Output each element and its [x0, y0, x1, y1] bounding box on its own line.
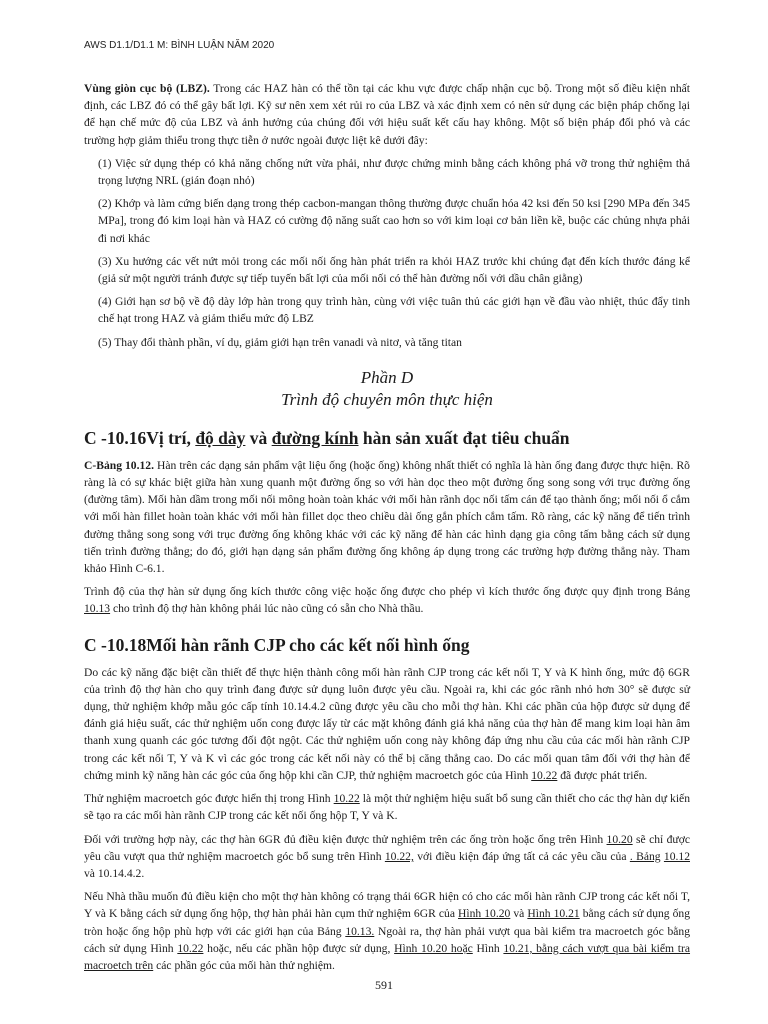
table-reference-bold: C-Bảng 10.12. [84, 458, 154, 472]
figure-link[interactable]: 10.21, bằng cách vượt qua bài kiểm tra macroetch trên [84, 941, 691, 972]
list-item: (2) Khớp và làm cứng biến dạng trong thép cacbon-mangan thông thường được chuẩn hóa 42 ksi đến 50 ksi [290 MPa đến 345 MPa], trong đó kim loại hàn và HAZ có cường độ năng suất cao hơn so với kim loại cơ bản liền kề, buộc các chủng nhựa phải đi nơi khác [98, 197, 690, 245]
list-item: (4) Giới hạn sơ bộ về độ dày lớp hàn trong quy trình hàn, cùng với việc tuân thủ các giới hạn về đầu vào nhiệt, thúc đẩy tinh chế hạt trong HAZ và giảm thiểu mức độ LBZ [98, 295, 690, 326]
figure-link[interactable]: 10.20 [606, 832, 633, 846]
figure-link[interactable]: 10.22 [531, 768, 558, 782]
section-10-18-paragraph: Thử nghiệm macroetch góc được hiển thị trong Hình 10.22 là một thử nghiệm hiệu suất bổ sung cần thiết cho các thợ hàn dự kiến sẽ tạo ra các mối hàn rãnh CJP trong các kết nối ống hộp T, Y và K. [84, 792, 690, 823]
figure-link[interactable]: 10.22 [177, 941, 204, 955]
table-link[interactable]: . Bảng [629, 849, 661, 863]
table-link[interactable]: 10.12 [663, 849, 690, 863]
section-heading-10-16: C -10.16Vị trí, độ dày và đường kính hàn sản xuất đạt tiêu chuẩn [84, 427, 570, 448]
list-item: (5) Thay đổi thành phần, ví dụ, giảm giới hạn trên vanadi và nitơ, và tăng titan [98, 335, 462, 349]
section-10-18-paragraph: Do các kỹ năng đặc biệt cần thiết để thực hiện thành công mối hàn rãnh CJP trong các kết nối T, Y và K hình ống, mức độ 6GR của trình độ thợ hàn cho quy trình đang được sử dụng luôn được yêu cầu. Ngoài ra, khi các góc rãnh nhỏ hơn 30° sẽ được sử dụng, thử nghiệm khớp mẫu góc cấp tính 10.14.4.2 cũng được yêu cầu cho mỗi thợ hàn. Khi các phần của hộp được sử dụng để đánh giá hiệu suất, các thử nghiệm uốn cong được lấy từ các mặt không đánh giá khả năng của thợ hàn để mang kim loại hàn âm thanh xung quanh các góc tương đối đột ngột. Các thử nghiệm uốn cong này không đáp ứng nhu cầu của các mối hàn rãnh CJP trong các kết nối T, Y và K vì các góc trong các kết nối này có thể bị căng thẳng cao. Do các mối quan tâm đối với thợ hàn để chứng minh kỹ năng hàn các góc của ống hộp khi cần CJP, thử nghiệm macroetch góc của Hình 10.22 đã được phát triển. [84, 665, 690, 782]
section-10-16-paragraph: C-Bảng 10.12. Hàn trên các dạng sản phẩm vật liệu ống (hoặc ống) không nhất thiết có nghĩa là hàn ống đang được thực hiện. Rõ ràng là có sự khác biệt giữa hàn xung quanh một đường ống so với hàn dọc theo một đường ống song song với trục đường ống (đường tâm). Mối hàn dầm trong mối nối mông hoàn toàn khác với mối hàn rãnh dọc nối tấm cán để tạo thành ống; mối nối ổ cắm với mối hàn fillet hoàn toàn khác với mối hàn fillet dọc theo chiều dài ống gắn phích cắm tấm. Rõ ràng, các kỹ năng để tiến trình đường thẳng song song với trục đường ống không khác với các kỹ năng để hàn các hình dạng gia công tấm bằng cách sử dụng tiến trình đường thẳng; do đó, giới hạn dạng sản phẩm đường ống không áp dụng trong các trường hợp đường thẳng này. Tham khảo Hình C-6.1. [84, 458, 690, 576]
figure-link[interactable]: Hình 10.20 [458, 907, 511, 921]
section-heading-10-18: C -10.18Mối hàn rãnh CJP cho các kết nối hình ống [84, 634, 470, 655]
page-number: 591 [375, 978, 393, 992]
part-subtitle: Trình độ chuyên môn thực hiện [281, 389, 493, 409]
table-link[interactable]: 10.13. [345, 924, 375, 938]
lbz-paragraph [84, 80, 690, 149]
lbz-term: Vùng giòn cục bộ (LBZ). [84, 82, 210, 95]
list-item: (1) Việc sử dụng thép có khả năng chống nứt vừa phải, như được chứng minh bằng cách không phá vỡ trong thử nghiệm thả trọng lượng NRL (gián đoạn nhỏ) [98, 156, 690, 188]
figure-link[interactable]: 10.22 [333, 792, 360, 806]
list-item: (3) Xu hướng các vết nứt mỏi trong các mối nối ống hàn phát triển ra khỏi HAZ trước khi chúng đạt đến kích thước đáng kể (giả sử một người tránh được sự tiếp tuyến bất lợi của mối nối có thể hàn đường nối với dầu chân giằng) [98, 254, 690, 286]
page-body [84, 80, 690, 974]
figure-link[interactable]: 10.22, [384, 849, 414, 863]
lbz-text: Trong các HAZ hàn có thể tồn tại các khu vực được chấp nhận cục bộ. Trong một số điều kiện nhất định, các LBZ đó có thể gây bất lợi. Kỹ sư nên xem xét rủi ro của LBZ và xác định xem có nên sử dụng các biện pháp chống lại để hạn chế mức độ của LBZ và ảnh hưởng của chúng đối với hiệu suất kết cấu hay không. Một số biện pháp đối phó và các trường hợp giảm thiểu trong thực tiễn ở nước ngoài được liệt kê dưới đây: [84, 82, 690, 147]
figure-link[interactable]: Hình 10.21 [527, 907, 580, 921]
section-10-16-paragraph: Trình độ của thợ hàn sử dụng ống kích thước công việc hoặc ống được cho phép vì kích thước ống được quy định trong Bảng 10.13 cho trình độ thợ hàn không phải lúc nào cũng có sẵn cho Nhà thầu. [84, 585, 690, 616]
table-link[interactable]: 10.13 [84, 602, 111, 616]
section-10-18-paragraph: Đối với trường hợp này, các thợ hàn 6GR đủ điều kiện được thử nghiệm trên các ống tròn hoặc ống trên Hình 10.20 sẽ chỉ được yêu cầu vượt qua thử nghiệm macroetch góc bổ sung trên Hình 10.22, với điều kiện đáp ứng tất cả các yêu cầu của . Bảng 10.12 và 10.14.4.2. [84, 832, 690, 880]
running-header: AWS D1.1/D1.1 M: BÌNH LUẬN NĂM 2020 [84, 40, 275, 51]
section-10-18-paragraph: Nếu Nhà thầu muốn đủ điều kiện cho một thợ hàn không có trạng thái 6GR hiện có cho các mối hàn rãnh CJP trong các kết nối T, Y và K bằng cách sử dụng ống hộp, thợ hàn phải hàn cụm thử nghiệm 6GR của Hình 10.20 và Hình 10.21 bằng cách sử dụng ống tròn hoặc ống hộp phù hợp với các giới hạn của Bảng 10.13. Ngoài ra, thợ hàn phải vượt qua bài kiểm tra macroetch góc bằng cách sử dụng Hình 10.22 hoặc, nếu các phần hộp được sử dụng, Hình 10.20 hoặc Hình 10.21, bằng cách vượt qua bài kiểm tra macroetch trên các phần góc của mối hàn thử nghiệm. [84, 890, 691, 972]
figure-link[interactable]: Hình 10.20 hoặc [394, 941, 473, 955]
part-label: Phần D [360, 367, 414, 387]
